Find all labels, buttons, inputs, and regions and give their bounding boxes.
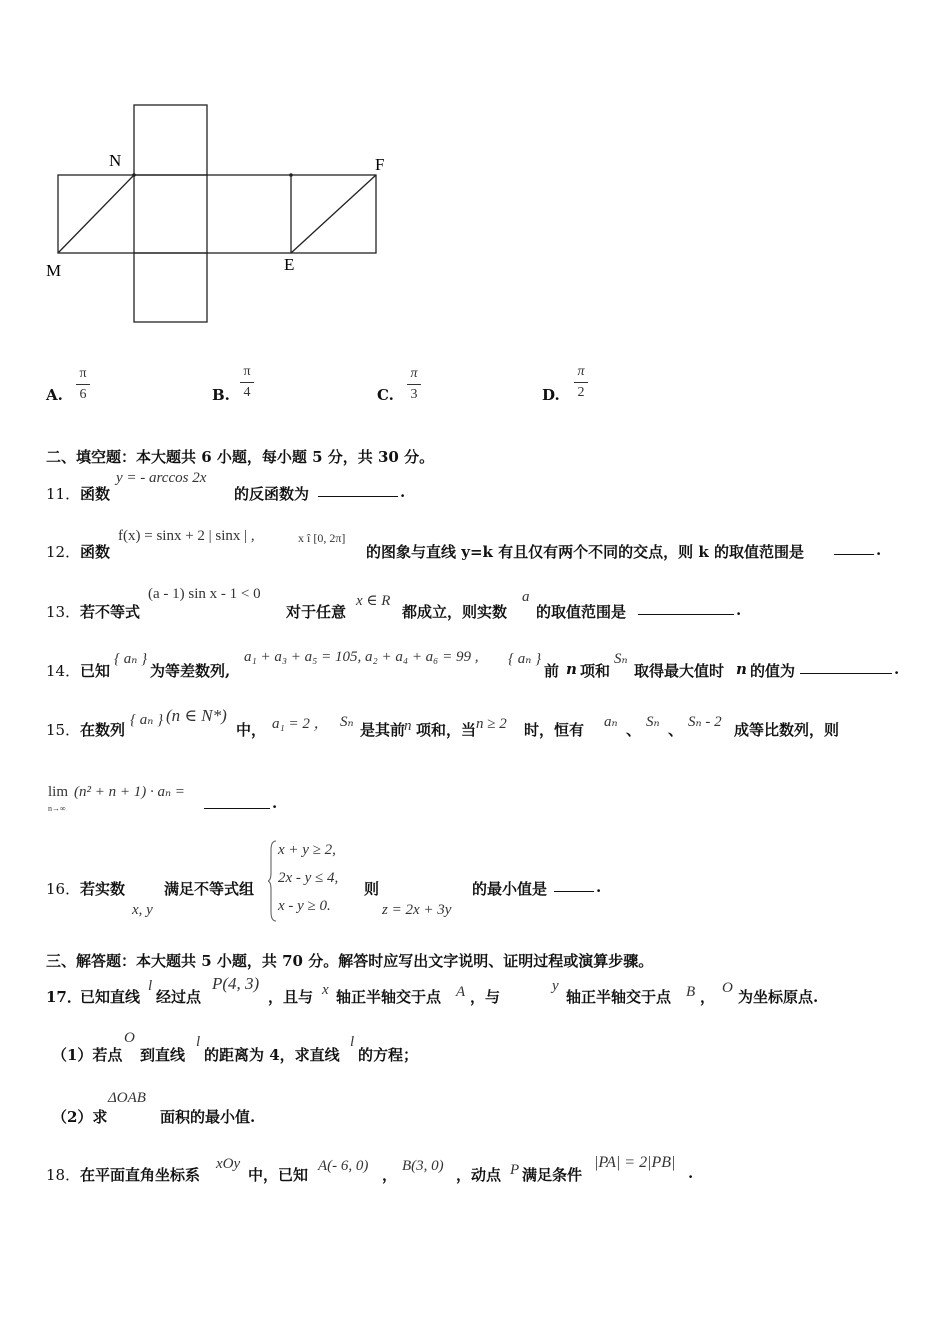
q17-b: B bbox=[686, 984, 696, 1000]
choice-a-letter: A. bbox=[46, 386, 63, 404]
q17-a: A bbox=[456, 984, 466, 1000]
q13-number: 13． bbox=[46, 603, 81, 621]
question-18 bbox=[46, 1152, 926, 1184]
q15-a1: a₁ = 2 ， bbox=[272, 716, 329, 732]
q17-number: 17． bbox=[46, 988, 82, 1006]
q15-end: . bbox=[272, 794, 278, 812]
q16-answer-blank[interactable] bbox=[554, 877, 594, 892]
q13-end: . bbox=[736, 601, 742, 619]
q17-mid4: ，与 bbox=[470, 988, 501, 1006]
q15-answer-blank[interactable] bbox=[204, 794, 270, 809]
q17-part2-post: 面积的最小值. bbox=[160, 1108, 256, 1126]
q14-n2: n bbox=[736, 660, 747, 678]
q18-mid1: 中，已知 bbox=[248, 1166, 309, 1184]
q15-number: 15． bbox=[46, 721, 81, 739]
choice-b-letter: B. bbox=[212, 386, 230, 404]
q14-seq2: { aₙ } bbox=[508, 651, 542, 667]
q17-post: 为坐标原点. bbox=[738, 988, 819, 1006]
point-top-dot bbox=[289, 173, 293, 177]
q18-cond: |PA| = 2|PB| bbox=[594, 1154, 676, 1171]
q17-mid1: 经过点 bbox=[156, 988, 202, 1006]
q11-formula: y = - arccos 2x bbox=[116, 470, 207, 486]
q17-part2-label: （2）求 bbox=[52, 1108, 108, 1126]
q17-part2-tri: ΔOAB bbox=[108, 1090, 146, 1106]
choice-b-numerator: π bbox=[243, 364, 251, 379]
q18-mid3: 满足条件 bbox=[522, 1166, 583, 1184]
q14-n1: n bbox=[566, 660, 577, 678]
q12-formula: f(x) = sinx + 2 | sinx | , bbox=[118, 528, 255, 544]
question-16 bbox=[46, 836, 926, 926]
q13-var: a bbox=[522, 589, 530, 605]
net-bottom-square bbox=[134, 253, 207, 322]
q14-post3: 取得最大值时 bbox=[634, 662, 725, 680]
q15-ncond: n ≥ 2 bbox=[476, 716, 507, 732]
choice-d-fraction bbox=[574, 364, 588, 401]
q12-answer-blank[interactable] bbox=[834, 540, 874, 555]
q17-part1-l2: l bbox=[350, 1034, 355, 1050]
q18-mid2: ，动点 bbox=[456, 1166, 502, 1184]
q12-pre: 函数 bbox=[80, 543, 111, 561]
q16-pre: 若实数 bbox=[80, 880, 126, 898]
q15-mid2: 是其前 bbox=[360, 721, 406, 739]
label-n: N bbox=[109, 151, 122, 170]
label-f: F bbox=[375, 155, 385, 174]
diagonal-mn bbox=[58, 175, 134, 253]
q16-mid: 满足不等式组 bbox=[164, 880, 255, 898]
label-m: M bbox=[46, 261, 62, 280]
q11-pre: 函数 bbox=[80, 485, 111, 503]
q12-domain: x î [0, 2π] bbox=[298, 531, 346, 545]
q15-post: 成等比数列，则 bbox=[734, 721, 840, 739]
q14-mid: 为等差数列, bbox=[150, 662, 231, 680]
choice-d-numerator: π bbox=[577, 364, 585, 379]
q17-y: y bbox=[552, 978, 559, 994]
choice-c-letter: C. bbox=[377, 386, 394, 404]
q15-pre: 在数列 bbox=[80, 721, 126, 739]
choice-d-letter: D. bbox=[542, 386, 560, 404]
q15-mid4: 时，恒有 bbox=[524, 721, 585, 739]
q16-then: 则 bbox=[364, 880, 380, 898]
choice-b-denominator: 4 bbox=[243, 385, 251, 400]
q17-p: P(4, 3) bbox=[212, 974, 260, 993]
q17-mid2: ，且与 bbox=[268, 988, 314, 1006]
cube-net-figure bbox=[0, 0, 420, 340]
q16-sys3: x - y ≥ 0. bbox=[278, 898, 331, 914]
q14-number: 14． bbox=[46, 662, 81, 680]
q18-end: . bbox=[688, 1164, 694, 1182]
q15-cond: (n ∈ N*) bbox=[166, 706, 227, 725]
q16-z: z = 2x + 3y bbox=[382, 902, 452, 918]
q17-mid3: 轴正半轴交于点 bbox=[336, 988, 442, 1006]
choice-a-fraction bbox=[76, 366, 90, 403]
q13-mid: 对于任意 bbox=[286, 603, 347, 621]
question-17 bbox=[46, 972, 926, 1004]
choice-c-numerator: π bbox=[410, 366, 418, 381]
q17-part1-mid2: 的距离为 4，求直线 bbox=[204, 1046, 340, 1064]
question-11 bbox=[46, 470, 926, 503]
q16-sys1: x + y ≥ 2, bbox=[278, 842, 336, 858]
q14-sn: Sₙ bbox=[614, 651, 628, 667]
q18-pre: 在平面直角坐标系 bbox=[80, 1166, 201, 1184]
q15-seq: { aₙ } bbox=[130, 712, 164, 728]
q17-part1-o: O bbox=[124, 1030, 135, 1046]
choice-b-fraction bbox=[240, 364, 254, 401]
q18-b: B(3, 0) bbox=[402, 1158, 444, 1174]
q16-sys2: 2x - y ≤ 4, bbox=[278, 870, 339, 886]
q11-answer-blank[interactable] bbox=[318, 482, 398, 497]
q14-post2: 项和 bbox=[580, 662, 611, 680]
diagonal-ef bbox=[291, 175, 376, 253]
q12-end: . bbox=[876, 541, 882, 559]
question-17-part-2 bbox=[46, 1090, 926, 1124]
question-15 bbox=[46, 704, 926, 738]
q15-limit: lim bbox=[48, 784, 69, 800]
question-12 bbox=[46, 528, 926, 561]
q17-mid6: ， bbox=[700, 988, 716, 1006]
q13-post2: 的取值范围是 bbox=[536, 603, 627, 621]
q17-x: x bbox=[322, 982, 329, 998]
q13-post1: 都成立，则实数 bbox=[402, 603, 508, 621]
q18-sep1: ， bbox=[382, 1166, 398, 1184]
q14-post4: 的值为 bbox=[750, 662, 796, 680]
q13-formula: (a - 1) sin x - 1 < 0 bbox=[148, 586, 261, 602]
question-13 bbox=[46, 586, 926, 621]
q14-answer-blank[interactable] bbox=[800, 659, 892, 674]
q15-sn: Sₙ bbox=[340, 714, 354, 730]
q17-part1-mid1: 到直线 bbox=[140, 1046, 186, 1064]
q14-end: . bbox=[894, 660, 900, 678]
q16-post: 的最小值是 bbox=[472, 880, 548, 898]
choice-c-fraction bbox=[407, 366, 421, 403]
point-n-dot bbox=[132, 173, 136, 177]
q12-number: 12． bbox=[46, 543, 81, 561]
net-middle-strip bbox=[58, 175, 376, 253]
q17-o: O bbox=[722, 980, 733, 996]
q16-vars: x, y bbox=[132, 902, 153, 918]
q18-a: A(- 6, 0) bbox=[318, 1158, 369, 1174]
label-e: E bbox=[284, 255, 295, 274]
q15-n: n bbox=[404, 718, 412, 734]
q16-number: 16． bbox=[46, 880, 81, 898]
q15-t3: Sₙ - 2 bbox=[688, 714, 722, 730]
q15-mid1: 中， bbox=[236, 721, 267, 739]
choice-c-denominator: 3 bbox=[410, 387, 418, 402]
q17-part1-post: 的方程； bbox=[358, 1046, 419, 1064]
q14-seq: { aₙ } bbox=[114, 651, 148, 667]
q13-pre: 若不等式 bbox=[80, 603, 141, 621]
q15-sep1: 、 bbox=[626, 721, 642, 739]
q15-limit-expr: (n² + n + 1) · aₙ = bbox=[74, 784, 185, 800]
q17-pre: 已知直线 bbox=[80, 988, 141, 1006]
q15-mid3: 项和，当 bbox=[416, 721, 477, 739]
choice-a-numerator: π bbox=[79, 366, 87, 381]
q17-l: l bbox=[148, 978, 153, 994]
section-3-heading: 三、解答题：本大题共 5 小题，共 70 分。解答时应写出文字说明、证明过程或演算步骤。 bbox=[46, 952, 654, 970]
q14-formula: a₁ + a₃ + a₅ = 105, a₂ + a₄ + a₆ = 99 , bbox=[244, 649, 479, 665]
q15-t2: Sₙ bbox=[646, 714, 660, 730]
q15-t1: aₙ bbox=[604, 714, 618, 730]
q13-answer-blank[interactable] bbox=[638, 600, 734, 615]
q14-pre: 已知 bbox=[80, 662, 111, 680]
question-17-part-1 bbox=[46, 1030, 926, 1062]
choice-a-denominator: 6 bbox=[79, 387, 87, 402]
q18-number: 18． bbox=[46, 1166, 81, 1184]
q17-part1-label: （1）若点 bbox=[52, 1046, 123, 1064]
net-top-square bbox=[134, 105, 207, 175]
q11-end: . bbox=[400, 483, 406, 501]
q12-post: 的图象与直线 y=k 有且仅有两个不同的交点，则 k 的取值范围是 bbox=[366, 543, 804, 561]
q15-sep2: 、 bbox=[668, 721, 684, 739]
q16-end: . bbox=[596, 878, 602, 896]
q18-xoy: xOy bbox=[216, 1156, 241, 1172]
question-15-limit bbox=[46, 778, 546, 818]
q16-brace bbox=[268, 840, 278, 922]
q15-limit-sub: n→∞ bbox=[48, 804, 66, 813]
choice-d-denominator: 2 bbox=[577, 385, 585, 400]
q18-p: P bbox=[510, 1162, 520, 1178]
q11-number: 11． bbox=[46, 485, 81, 503]
question-14 bbox=[46, 646, 926, 680]
q17-mid5: 轴正半轴交于点 bbox=[566, 988, 672, 1006]
section-2-heading: 二、填空题：本大题共 6 小题，每小题 5 分，共 30 分。 bbox=[46, 448, 435, 466]
q17-part1-l: l bbox=[196, 1034, 201, 1050]
q11-post: 的反函数为 bbox=[234, 485, 310, 503]
q14-post1: 前 bbox=[544, 662, 560, 680]
q13-forall: x ∈ R bbox=[356, 593, 391, 609]
